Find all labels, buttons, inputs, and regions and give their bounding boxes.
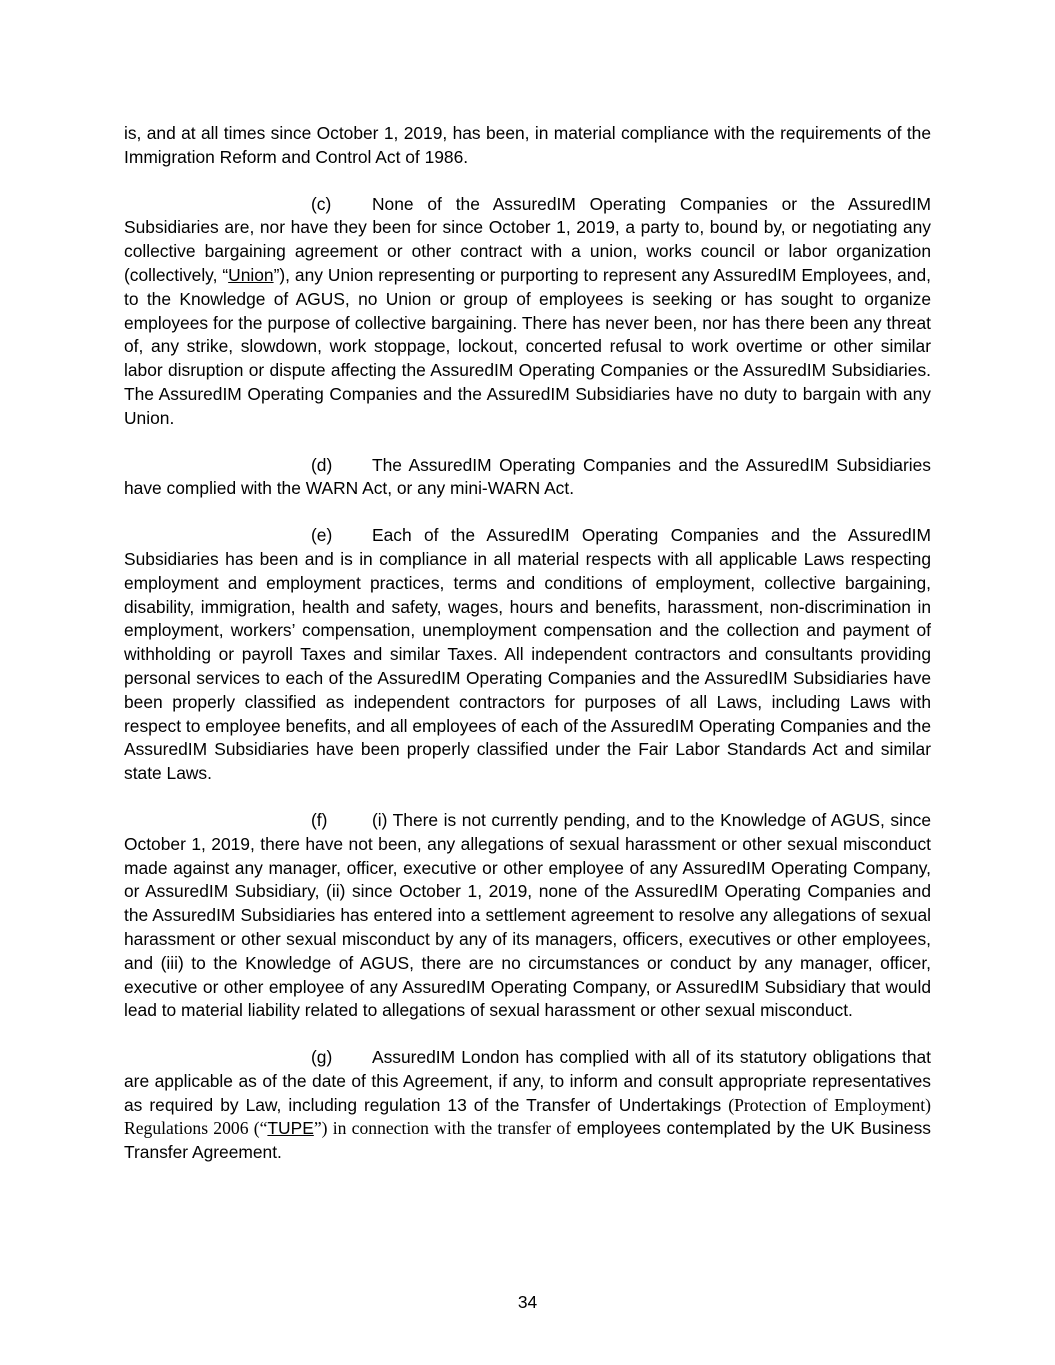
paragraph-g-serif-after: ”) in connection with the transfer of: [313, 1118, 572, 1139]
paragraph-g-serif-before: (Protection of Employment) Regulations 2006 (“: [124, 1094, 931, 1139]
paragraph-d-text: The AssuredIM Operating Companies and the AssuredIM Subsidiaries have complied with the WARN Act, or any mini-WARN Act.: [124, 454, 931, 499]
paragraph-c-text-after: ”), any Union representing or purporting to represent any AssuredIM Employees, and, to the Knowledge of AGUS, no Union or group of employees is seeking or has sought to organize employees for the purpose of collective bargaining. There has never been, nor has there been any threat of, any strike, slowdown, work stoppage, lockout, concerted refusal to work overtime or other similar labor disruption or dispute affecting the AssuredIM Operating Companies or the AssuredIM Subsidiaries. The AssuredIM Operating Companies and the AssuredIM Subsidiaries have no duty to bargain with any Union.: [124, 264, 931, 428]
paragraph-g-label: (g): [311, 1047, 333, 1068]
paragraph-g: [124, 1046, 931, 1165]
paragraph-f: [124, 809, 931, 1023]
paragraph-f-text: (i) There is not currently pending, and to the Knowledge of AGUS, since October 1, 2019, there have not been, any allegations of sexual harassment or other sexual misconduct made against any manager, officer, executive or other employee of any AssuredIM Operating Company, or AssuredIM Subsidiary, (ii) since October 1, 2019, none of the AssuredIM Operating Companies and the AssuredIM Subsidiaries has entered into a settlement agreement to resolve any allegations of sexual harassment or other sexual misconduct by any of its managers, officers, executives or other employees, and (iii) to the Knowledge of AGUS, there are no circumstances or conduct by any manager, officer, executive or other employee of any AssuredIM Operating Company, or AssuredIM Subsidiary that would lead to material liability related to allegations of sexual harassment or other sexual misconduct.: [124, 809, 931, 1021]
page-number: 34: [517, 1292, 538, 1312]
paragraph-e-text: Each of the AssuredIM Operating Companies and the AssuredIM Subsidiaries has been and is in compliance in all material respects with all applicable Laws respecting employment and employment practices, terms and conditions of employment, collective bargaining, disability, immigration, health and safety, wages, hours and benefits, harassment, non-discrimination in employment, workers’ compensation, unemployment compensation and the collection and payment of withholding or payroll Taxes and similar Taxes. All independent contractors and consultants providing personal services to each of the AssuredIM Operating Companies and the AssuredIM Subsidiaries have been properly classified as independent contractors for purposes of all Laws, including Laws with respect to employee benefits, and all employees of each of the AssuredIM Operating Companies and the AssuredIM Subsidiaries have been properly classified under the Fair Labor Standards Act and similar state Laws.: [124, 525, 931, 784]
paragraph-e-label: (e): [311, 525, 333, 546]
paragraph-c-label: (c): [311, 193, 332, 214]
paragraph-g-text-after: employees contemplated by the UK Business Transfer Agreement.: [124, 1118, 931, 1163]
paragraph-c-text-before: None of the AssuredIM Operating Companies or the AssuredIM Subsidiaries are, nor have they been for since October 1, 2019, a party to, bound by, or negotiating any collective bargaining agreement or other contract with a union, works council or labor organization (collectively, “: [124, 193, 931, 285]
defined-term-tupe: TUPE: [267, 1118, 314, 1139]
paragraph-f-label: (f): [311, 809, 328, 830]
document-page: [124, 122, 931, 1188]
paragraph-d: [124, 454, 931, 502]
paragraph-c: [124, 193, 931, 431]
defined-term-union: Union: [228, 264, 274, 285]
paragraph-continuation: is, and at all times since October 1, 2019, has been, in material compliance with the requirements of the Immigration Reform and Control Act of 1986.: [124, 123, 931, 167]
paragraph-e: [124, 524, 931, 786]
paragraph-d-label: (d): [311, 454, 333, 475]
paragraph-g-text-before: AssuredIM London has complied with all of its statutory obligations that are applicable as of the date of this Agreement, if any, to inform and consult appropriate representatives as required by Law, including regulation 13 of the Transfer of Undertakings: [124, 1047, 931, 1115]
